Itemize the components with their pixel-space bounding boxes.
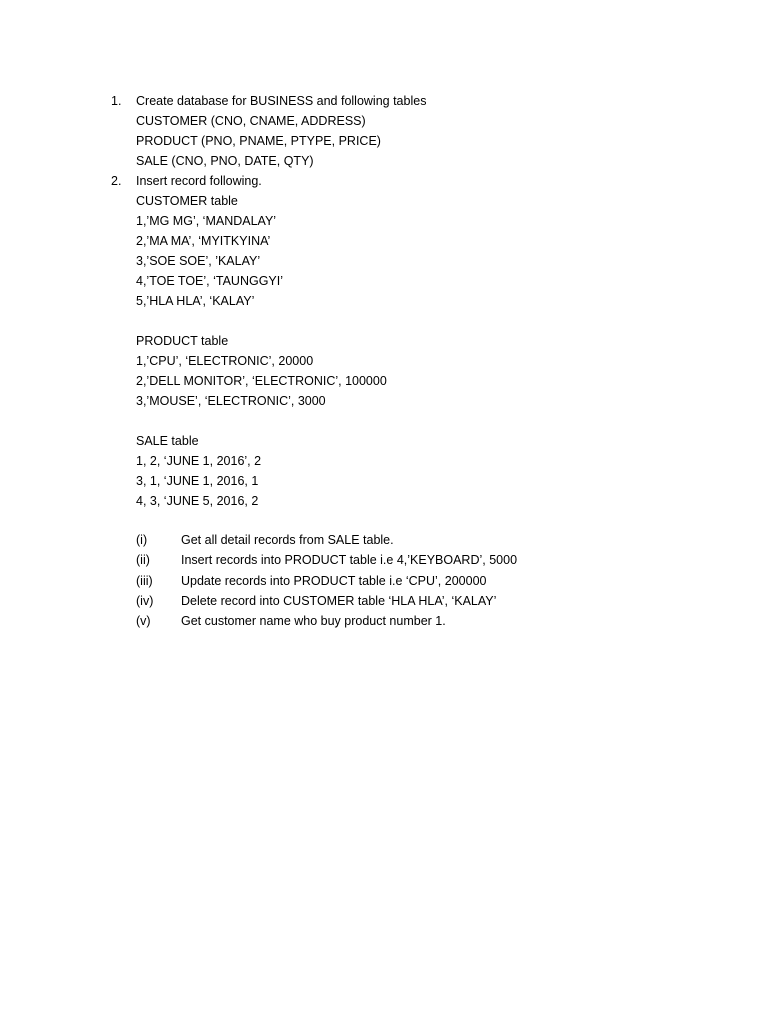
customer-row: 4,’TOE TOE’, ‘TAUNGGYI’ <box>136 274 284 288</box>
question-text-5: Get customer name who buy product number 1. <box>181 614 446 628</box>
item-2-line-1: Insert record following. <box>136 174 262 188</box>
sale-table-title: SALE table <box>136 434 199 448</box>
product-row: 1,’CPU’, ‘ELECTRONIC’, 20000 <box>136 354 314 368</box>
item-number-1: 1. <box>111 94 122 108</box>
customer-row: 2,’MA MA’, ‘MYITKYINA’ <box>136 234 271 248</box>
question-text-1: Get all detail records from SALE table. <box>181 533 394 547</box>
question-numeral-5: (v) <box>136 614 151 628</box>
item-1-line-4: SALE (CNO, PNO, DATE, QTY) <box>136 154 314 168</box>
sale-row: 1, 2, ‘JUNE 1, 2016’, 2 <box>136 454 262 468</box>
question-numeral-2: (ii) <box>136 553 150 567</box>
product-row: 2,’DELL MONITOR’, ‘ELECTRONIC’, 100000 <box>136 374 387 388</box>
product-table-title: PRODUCT table <box>136 334 229 348</box>
question-text-3: Update records into PRODUCT table i.e ‘CPU’, 200000 <box>181 574 487 588</box>
question-text-2: Insert records into PRODUCT table i.e 4,’KEYBOARD’, 5000 <box>181 553 518 567</box>
sale-row: 3, 1, ‘JUNE 1, 2016, 1 <box>136 474 259 488</box>
item-1-line-2: CUSTOMER (CNO, CNAME, ADDRESS) <box>136 114 366 128</box>
item-1-line-1: Create database for BUSINESS and following tables <box>136 94 427 108</box>
question-numeral-3: (iii) <box>136 574 153 588</box>
sale-row: 4, 3, ‘JUNE 5, 2016, 2 <box>136 494 259 508</box>
item-number-2: 2. <box>111 174 122 188</box>
customer-table-title: CUSTOMER table <box>136 194 238 208</box>
item-1-line-3: PRODUCT (PNO, PNAME, PTYPE, PRICE) <box>136 134 381 148</box>
customer-row: 5,’HLA HLA’, ‘KALAY’ <box>136 294 255 308</box>
question-text-4: Delete record into CUSTOMER table ‘HLA HLA’, ‘KALAY’ <box>181 594 497 608</box>
question-numeral-4: (iv) <box>136 594 154 608</box>
product-row: 3,’MOUSE’, ‘ELECTRONIC’, 3000 <box>136 394 326 408</box>
customer-row: 3,’SOE SOE’, ’KALAY’ <box>136 254 261 268</box>
question-numeral-1: (i) <box>136 533 148 547</box>
customer-row: 1,’MG MG’, ‘MANDALAY’ <box>136 214 277 228</box>
